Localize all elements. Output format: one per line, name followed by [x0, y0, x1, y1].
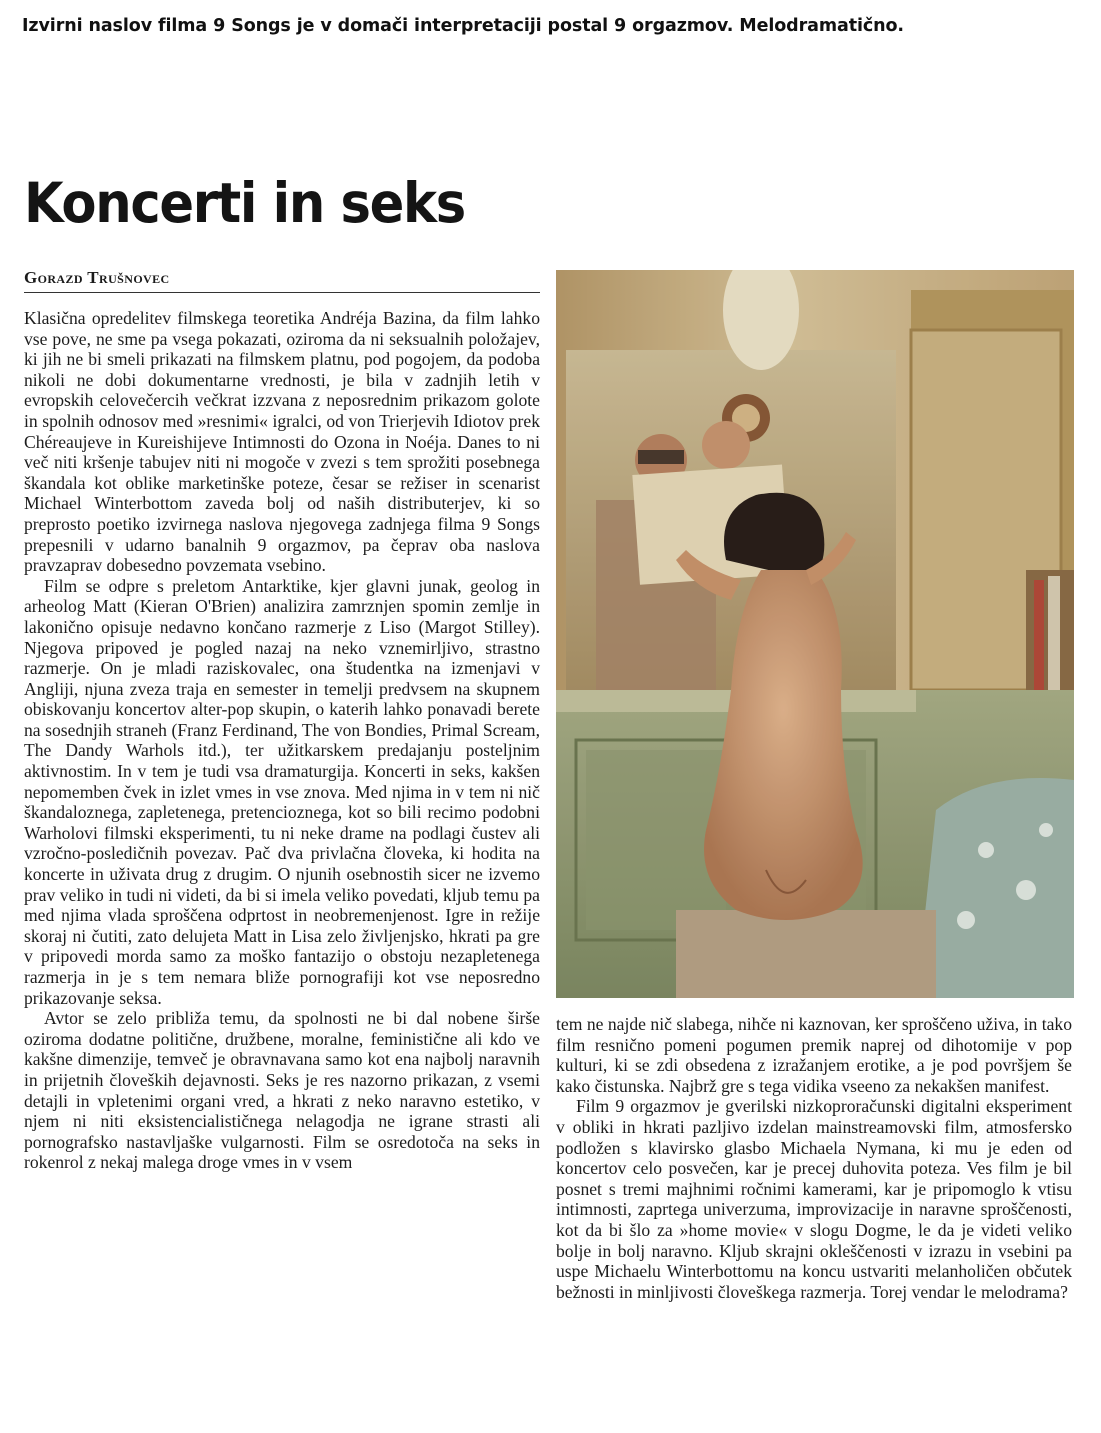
- article-headline: Koncerti in seks: [24, 171, 465, 235]
- byline-rule: [24, 292, 540, 293]
- article-column-left: [24, 308, 540, 1173]
- paragraph: Avtor se zelo približa temu, da spolnosti ne bi dal nobene širše oziroma dodatne politične, družbene, moralne, feministične ali kdo ve kakšne dimenzije, temveč je obravnavana samo kot ena najbolj naravnih in prijetnih človeških dejavnosti. Seks je res nazorno prikazan, z vsemi detajli in vpletenimi organi vred, a hkrati z neko naravno estetiko, v njem ni niti eksistencialističnega nelagodja ne igrane strasti ali pornografsko nastavljaške vulgarnosti. Film se osredotoča na seks in rokenrol z nekaj malega droge vmes in v vsem: [24, 1008, 540, 1173]
- author-byline: Gorazd Trušnovec: [24, 268, 170, 287]
- paragraph: Film 9 orgazmov je gverilski nizkoproračunski digitalni eksperiment v obliki in hkrati pazljivo izdelan mainstreamovski film, atmosfersko podložen s klavirsko glasbo Michaela Nymana, ki mu je eden od koncertov celo posvečen, kar je precej duhovita poteza. Ves film je bil posnet s tremi majhnimi ročnimi kamerami, kar je pripomoglo k vtisu intimnosti, zaprtega univerzuma, improvizacije in naravne sproščenosti, kot da bi šlo za »home movie« v slogu Dogme, le da je videti veliko bolje in bolj naravno. Kljub skrajni okleščenosti v izrazu in vsebini pa uspe Michaelu Winterbottomu na koncu ustvariti melanholičen občutek bežnosti in minljivosti človeškega razmerja. Torej vendar le melodrama?: [556, 1096, 1072, 1302]
- nude-woman-at-mirror-photo-icon: [556, 270, 1074, 998]
- photo-caption: Izvirni naslov filma 9 Songs je v domači interpretaciji postal 9 orgazmov. Melodramatično.: [22, 16, 904, 36]
- article-column-right: [556, 1014, 1072, 1302]
- article-photo: [556, 270, 1074, 998]
- paragraph: Klasična opredelitev filmskega teoretika Andréja Bazina, da film lahko vse pove, ne sme pa vsega pokazati, oziroma da ni seksualnih položajev, ki jih ne bi smeli prikazati na filmskem platnu, pod pogojem, da podoba nikoli ne dobi dokumentarne vrednosti, je bila v zadnjih letih v evropskih celovečercih večkrat izzvana z neposrednim prikazom golote in spolnih odnosov med »resnimi« igralci, od von Trierjevih Idiotov prek Chéreaujeve in Kureishijeve Intimnosti do Ozona in Noéja. Danes to ni več niti kršenje tabujev niti ni mogoče v zvezi s tem sprožiti posebnega škandala kot oblike marketinške poteze, česar se režiser in scenarist Michael Winterbottom zaveda bolj od naših distributerjev, ki so preprosto poetiko izvirnega naslova njegovega zadnjega filma 9 Songs prepesnili v udarno banalnih 9 orgazmov, pa čeprav oba naslova pravzaprav dobesedno povzemata vsebino.: [24, 308, 540, 576]
- paragraph: tem ne najde nič slabega, nihče ni kaznovan, ker sproščeno uživa, in tako film resnično pomeni pogumen premik naprej od dihotomije v pop kulturi, ki se zdi obsedena z izražanjem erotike, a je pod površjem še kako čistunska. Najbrž gre s tega vidika vseeno za nekakšen manifest.: [556, 1014, 1072, 1096]
- paragraph: Film se odpre s preletom Antarktike, kjer glavni junak, geolog in arheolog Matt (Kieran O'Brien) analizira zamrznjen spomin zemlje in lakonično opisuje nedavno končano razmerje z Liso (Margot Stilley). Njegova pripoved je pogled nazaj na neko vznemirljivo, strastno razmerje. On je mladi raziskovalec, ona študentka na izmenjavi v Angliji, njuna zveza traja en semester in temelji predvsem na skupnem obiskovanju koncertov alter-pop skupin, o katerih lahko ponavadi berete na sosednjih straneh (Franz Ferdinand, The von Bondies, Primal Scream, The Dandy Warhols itd.), ter užitkarskem predajanju posteljnim aktivnostim. In v tem je tudi vsa dramaturgija. Koncerti in seks, kakšen nepomemben čvek in izlet vmes in vse znova. Med njima in v tem ni nič škandaloznega, zapletenega, pretencioznega, kot so bili recimo podobni Warholovi filmski eksperimenti, tu ni neke drame na podlagi čustev ali vzročno-posledičnih povezav. Pač dva privlačna človeka, ki hodita na koncerte in uživata drug z drugim. O njunih osebnostih sicer ne izvemo prav veliko in tudi ni videti, da bi si imela veliko povedati, kljub temu pa med njima vlada sproščena odprtost in neobremenjenost. Igre in režije skoraj ni čutiti, zato delujeta Matt in Lisa zelo življenjsko, hkrati pa gre v pripovedi morda samo za moško fantazijo o obstoju nezapletenega razmerja in je s tem nemara bliže pornografiji kot vse neposredno prikazovanje seksa.: [24, 575, 540, 1008]
